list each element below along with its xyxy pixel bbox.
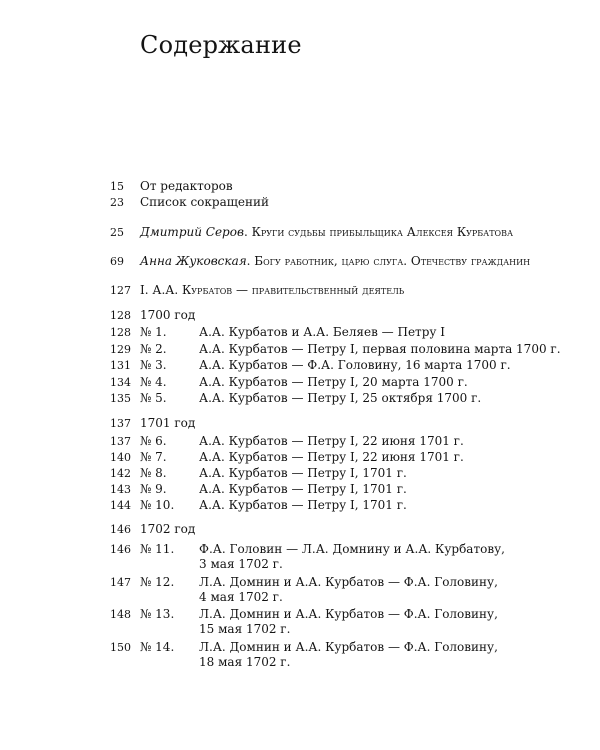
page-number: 131 bbox=[110, 359, 131, 372]
page-number: 69 bbox=[110, 255, 124, 268]
part-title: I. А.А. Курбатов — правительственный деятель bbox=[140, 283, 405, 297]
page-number: 134 bbox=[110, 376, 131, 389]
doc-number: № 13. bbox=[140, 607, 175, 621]
page-number: 146 bbox=[110, 543, 131, 556]
doc-title: А.А. Курбатов — Петру I, 22 июня 1701 г. bbox=[199, 450, 464, 464]
doc-title: А.А. Курбатов — Петру I, 1701 г. bbox=[199, 482, 407, 496]
page-number: 127 bbox=[110, 284, 131, 297]
doc-number: № 10. bbox=[140, 498, 175, 512]
essay-title: . Богу работник, царю слуга. Отечеству гражданин bbox=[246, 254, 531, 268]
doc-date-continuation: 3 мая 1702 г. bbox=[199, 557, 283, 571]
page-number: 143 bbox=[110, 483, 131, 496]
doc-number: № 7. bbox=[140, 450, 167, 464]
doc-title: А.А. Курбатов — Ф.А. Головину, 16 марта 1700 г. bbox=[199, 358, 511, 372]
doc-title: А.А. Курбатов — Петру I, 1701 г. bbox=[199, 498, 407, 512]
doc-number: № 14. bbox=[140, 640, 175, 654]
doc-number: № 1. bbox=[140, 325, 167, 339]
doc-title: А.А. Курбатов — Петру I, 22 июня 1701 г. bbox=[199, 434, 464, 448]
essay-line bbox=[140, 254, 530, 269]
page-number: 25 bbox=[110, 226, 124, 239]
doc-title: А.А. Курбатов — Петру I, 20 марта 1700 г. bbox=[199, 375, 468, 389]
doc-number: № 9. bbox=[140, 482, 167, 496]
entry-title: Список сокращений bbox=[140, 195, 269, 209]
doc-number: № 6. bbox=[140, 434, 167, 448]
page-number: 150 bbox=[110, 641, 131, 654]
doc-title: А.А. Курбатов — Петру I, первая половина марта 1700 г. bbox=[199, 342, 561, 356]
year-label: 1702 год bbox=[140, 522, 196, 536]
page-number: 144 bbox=[110, 499, 131, 512]
doc-number: № 8. bbox=[140, 466, 167, 480]
essay-line bbox=[140, 225, 513, 240]
doc-title: Ф.А. Головин — Л.А. Домнину и А.А. Курбатову, bbox=[199, 542, 505, 556]
page-number: 148 bbox=[110, 608, 131, 621]
page-number: 23 bbox=[110, 196, 124, 209]
doc-date-continuation: 4 мая 1702 г. bbox=[199, 590, 283, 604]
doc-number: № 2. bbox=[140, 342, 167, 356]
page-number: 129 bbox=[110, 343, 131, 356]
doc-title: А.А. Курбатов и А.А. Беляев — Петру I bbox=[199, 325, 445, 339]
year-label: 1700 год bbox=[140, 308, 196, 322]
page-number: 128 bbox=[110, 309, 131, 322]
doc-title: Л.А. Домнин и А.А. Курбатов — Ф.А. Головину, bbox=[199, 575, 498, 589]
doc-title: Л.А. Домнин и А.А. Курбатов — Ф.А. Головину, bbox=[199, 640, 498, 654]
page-number: 146 bbox=[110, 523, 131, 536]
doc-number: № 12. bbox=[140, 575, 175, 589]
doc-number: № 3. bbox=[140, 358, 167, 372]
page-number: 15 bbox=[110, 180, 124, 193]
entry-title: От редакторов bbox=[140, 179, 233, 193]
page-number: 135 bbox=[110, 392, 131, 405]
essay-author: Дмитрий Серов bbox=[140, 225, 244, 239]
essay-author: Анна Жуковская bbox=[140, 254, 247, 268]
page-number: 140 bbox=[110, 451, 131, 464]
page-number: 142 bbox=[110, 467, 131, 480]
doc-date-continuation: 18 мая 1702 г. bbox=[199, 655, 291, 669]
page-number: 147 bbox=[110, 576, 131, 589]
page-number: 128 bbox=[110, 326, 131, 339]
page-number: 137 bbox=[110, 435, 131, 448]
page-number: 137 bbox=[110, 417, 131, 430]
doc-title: Л.А. Домнин и А.А. Курбатов — Ф.А. Головину, bbox=[199, 607, 498, 621]
page-title: Содержание bbox=[140, 31, 302, 59]
essay-title: . Круги судьбы прибыльщика Алексея Курбатова bbox=[243, 225, 514, 239]
doc-title: А.А. Курбатов — Петру I, 25 октября 1700 г. bbox=[199, 391, 482, 405]
doc-date-continuation: 15 мая 1702 г. bbox=[199, 622, 291, 636]
doc-number: № 5. bbox=[140, 391, 167, 405]
doc-title: А.А. Курбатов — Петру I, 1701 г. bbox=[199, 466, 407, 480]
doc-number: № 11. bbox=[140, 542, 175, 556]
doc-number: № 4. bbox=[140, 375, 167, 389]
year-label: 1701 год bbox=[140, 416, 196, 430]
